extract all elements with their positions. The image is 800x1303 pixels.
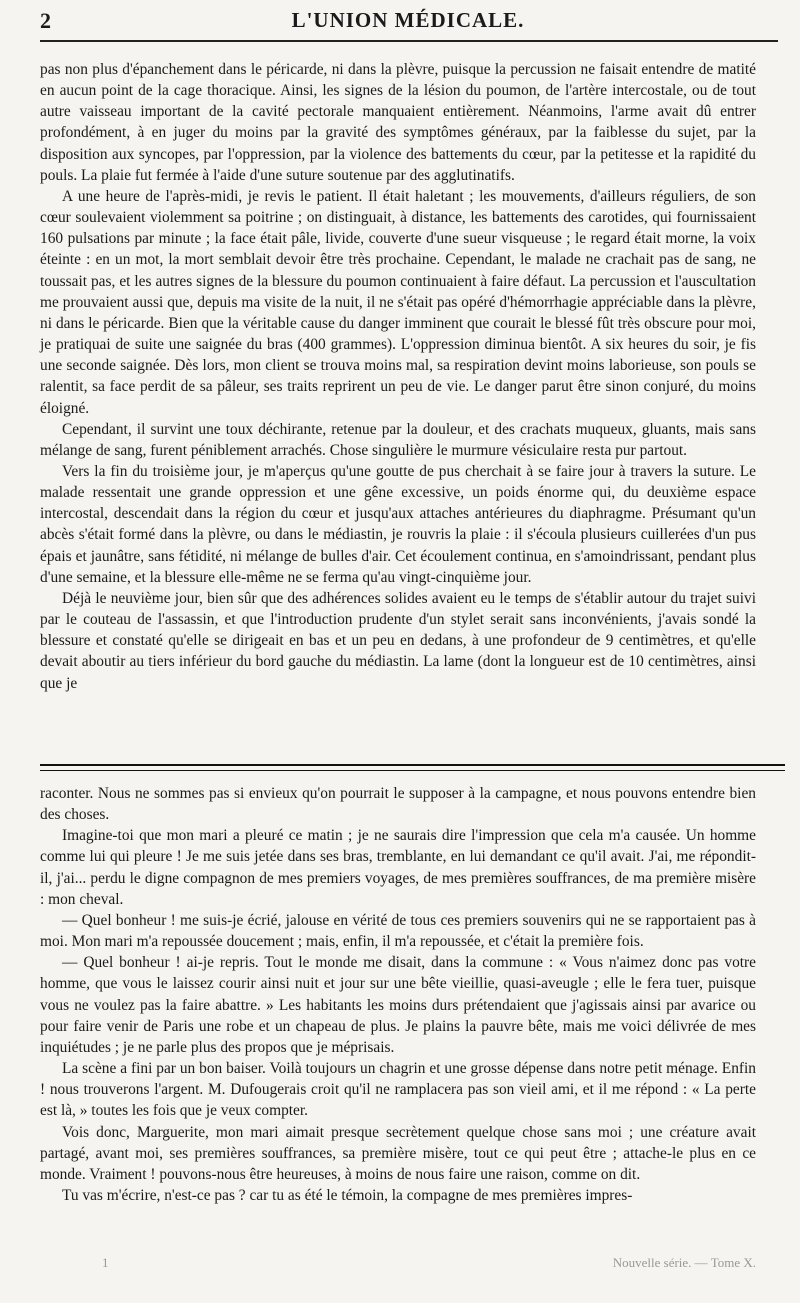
paragraph: Vois donc, Marguerite, mon mari aimait presque secrètement quelque chose sans moi ; une créature avait partagé, avant moi, ses premières souffrances, sa première misère, tout ce qui peut être ; attache-le plus en ce monde. Vraiment ! pouvons-nous être heureuses, à moins de nous faire une raison, comme on dit. <box>40 1123 756 1183</box>
paragraph: — Quel bonheur ! ai-je repris. Tout le monde me disait, dans la commune : « Vous n'aimez donc pas votre homme, que vous le laissez courir ainsi nuit et jour sur une bête vieillie, quasi-aveugle ; elle le fera tuer, puisque vous ne voulez pas la faire abattre. » Les habitants les moins durs prétendaient que j'agissais ainsi par avarice ou pour faire venir de Paris une robe et un chapeau de plus. Je plains la pauvre bête, mais me voici délivrée de mes inquiétudes ; je ne parle plus des propos que je méprisais. <box>40 954 756 1056</box>
paragraph: A une heure de l'après-midi, je revis le patient. Il était haletant ; les mouvements, d'ailleurs réguliers, de son cœur soulevaient violemment sa poitrine ; on distinguait, à distance, les battements des carotides, qui fournissaient 160 pulsations par minute ; la face était pâle, livide, couverte d'une sueur visqueuse ; le regard était morne, la voix éteinte : en un mot, la mort semblait devoir être très prochaine. Cependant, le malade ne crachait pas de sang, ne toussait pas, et les autres signes de la blessure du poumon continuaient à faire défaut. La percussion et l'auscultation me prouvaient aussi que, depuis ma visite de la nuit, il ne s'était pas opéré d'hémorrhagie appréciable dans la plèvre, ni dans le péricarde. Bien que la véritable cause du danger imminent que courait le blessé fût très obscure pour moi, je pratiquai de suite une saignée du bras (400 grammes). L'oppression diminua bientôt. A six heures du soir, je fis une seconde saignée. Dès lors, mon client se trouva moins mal, sa respiration devint moins laborieuse, son pouls se ralentit, sa face perdit de sa pâleur, ses traits reprirent un peu de vie. Le danger parut être sinon conjuré, du moins éloigné. <box>40 187 756 417</box>
journal-title: L'UNION MÉDICALE. <box>291 8 525 32</box>
main-article <box>40 59 756 694</box>
paragraph: — Quel bonheur ! me suis-je écrié, jalouse en vérité de tous ces premiers souvenirs qui ne se rapportaient pas à moi. Mon mari m'a repoussée doucement ; mais, enfin, il m'a repoussée, et c'était la première fois. <box>40 911 756 951</box>
paragraph: La scène a fini par un bon baiser. Voilà toujours un chagrin et une grosse dépense dans notre petit ménage. Enfin ! nous trouverons l'argent. M. Dufougerais croit qu'il ne ramplacera pas son vieil ami, et il me répond : « La perte est là, » toutes les fois que je veux compter. <box>40 1060 756 1120</box>
header-rule <box>40 40 778 42</box>
page-header <box>40 8 776 34</box>
series-note: Nouvelle série. — Tome X. <box>612 1255 756 1270</box>
paragraph: Cependant, il survint une toux déchirante, retenue par la douleur, et des crachats muqueux, gluants, mais sans mélange de sang, furent péniblement arrachés. Chose singulière le murmure vésiculaire resta pur partout. <box>40 420 756 459</box>
paragraph: raconter. Nous ne sommes pas si envieux qu'on pourrait le supposer à la campagne, et nous pouvons entendre bien des choses. <box>40 785 756 824</box>
paragraph: pas non plus d'épanchement dans le péricarde, ni dans la plèvre, puisque la percussion ne faisait entendre de matité en aucun point de la cage thoracique. Ainsi, les signes de la lésion du poumon, de l'artère intercostale, ou de tout autre vaisseau important de la cavité pectorale manquaient entièrement. Néanmoins, l'arme avait dû entrer profondément, à en juger du moins par la gravité des symptômes généraux, par la faiblesse du sujet, par la disposition aux syncopes, par l'oppression, par la violence des battements du cœur, par la petitesse et la rapidité du pouls. La plaie fut fermée à l'aide d'une suture soutenue par des agglutinatifs. <box>40 61 756 184</box>
page-footer <box>40 1255 756 1275</box>
signature-mark: 1 <box>102 1255 109 1270</box>
paragraph: Déjà le neuvième jour, bien sûr que des adhérences solides avaient eu le temps de s'établir autour du trajet suivi par le couteau de l'assassin, et que l'introduction prudente d'un stylet serait sans inconvénients, j'avais sondé la blessure et constaté qu'elle se dirigeait en bas et un peu en dedans, à une profondeur de 9 centimètres, et qu'elle devait aboutir au tiers inférieur du bord gauche du médiastin. La lame (dont la longueur est de 10 centimètres, ainsi que je <box>40 589 756 692</box>
paragraph: Tu vas m'écrire, n'est-ce pas ? car tu as été le témoin, la compagne de mes premières impres- <box>62 1186 633 1204</box>
page-number: 2 <box>40 8 51 33</box>
feuilleton-separator <box>40 764 785 766</box>
paragraph: Imagine-toi que mon mari a pleuré ce matin ; je ne saurais dire l'impression que cela m'a causée. Un homme comme lui qui pleure ! Je me suis jetée dans ses bras, tremblante, en lui demandant ce qu'il avait. J'ai, me répondit-il, j'ai... perdu le digne compagnon de mes premiers voyages, de mes premières souffrances, de ma première misère : mon cheval. <box>40 827 756 908</box>
feuilleton-separator-thin <box>40 770 785 771</box>
feuilleton-section <box>40 783 756 1206</box>
paragraph: Vers la fin du troisième jour, je m'aperçus qu'une goutte de pus cherchait à se faire jour à travers la suture. Le malade ressentait une grande oppression et une gêne excessive, un poids énorme qui, du deuxième espace intercostal, descendait dans la région du cœur et jusqu'aux attaches antérieures du diaphragme. Présumant qu'un abcès s'était formé dans la plèvre, ou dans le médiastin, je rouvris la plaie : il s'écoula plusieurs cuillerées d'un pus épais et jaunâtre, sans fétidité, ni mélange de bulles d'air. Cet écoulement continua, en s'amoindrissant, pendant plus d'une semaine, et la blessure elle-même ne se ferma qu'au vingt-cinquième jour. <box>40 462 756 586</box>
